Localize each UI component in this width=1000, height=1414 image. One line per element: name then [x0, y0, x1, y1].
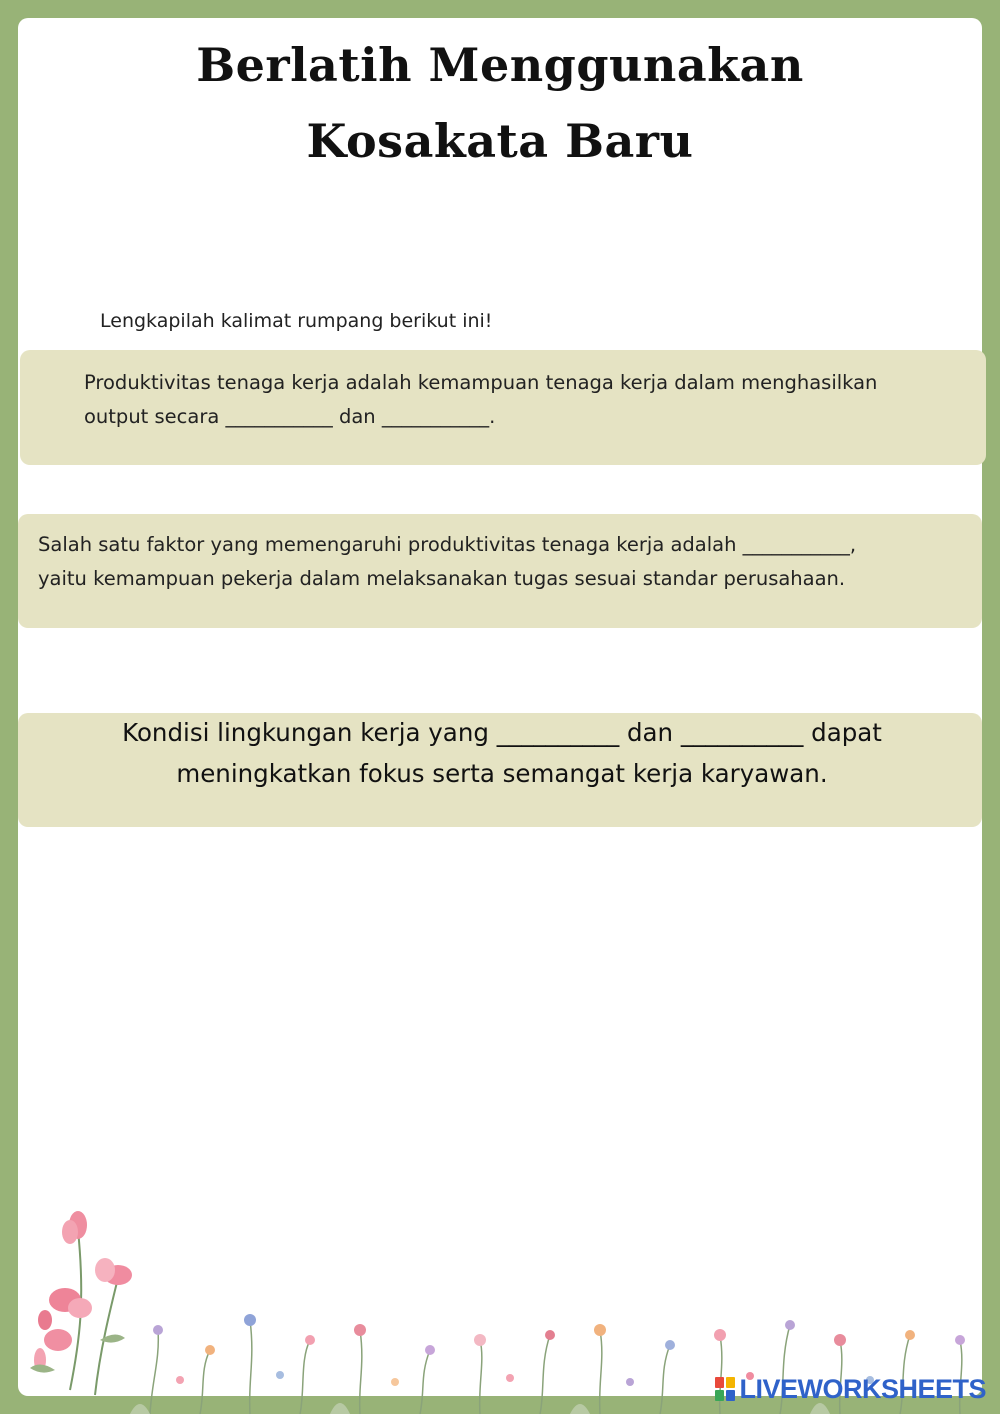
question-3-line-1: Kondisi lingkungan kerja yang __________ dan __________ dapat	[122, 718, 882, 747]
question-3-text	[20, 712, 984, 794]
title-line-1: Berlatih Menggunakan	[196, 38, 804, 92]
logo-text: LIVEWORKSHEETS	[739, 1373, 986, 1404]
liveworksheets-mark-icon	[715, 1377, 735, 1401]
question-1-line-1: Produktivitas tenaga kerja adalah kemampuan tenaga kerja dalam menghasilkan	[84, 371, 878, 394]
question-2-text	[38, 528, 983, 596]
title-line-2: Kosakata Baru	[306, 114, 694, 168]
question-2-line-2: yaitu kemampuan pekerja dalam melaksanakan tugas sesuai standar perusahaan.	[38, 567, 846, 590]
question-3-line-2: meningkatkan fokus serta semangat kerja karyawan.	[176, 759, 828, 788]
question-1-line-2: output secara ___________ dan ___________.	[84, 405, 496, 428]
pink-flower-icon	[30, 1211, 132, 1395]
liveworksheets-logo	[715, 1374, 986, 1404]
question-2-line-1: Salah satu faktor yang memengaruhi produktivitas tenaga kerja adalah ___________,	[38, 533, 857, 556]
question-1-text	[84, 366, 964, 434]
instruction-text: Lengkapilah kalimat rumpang berikut ini!	[100, 310, 493, 332]
